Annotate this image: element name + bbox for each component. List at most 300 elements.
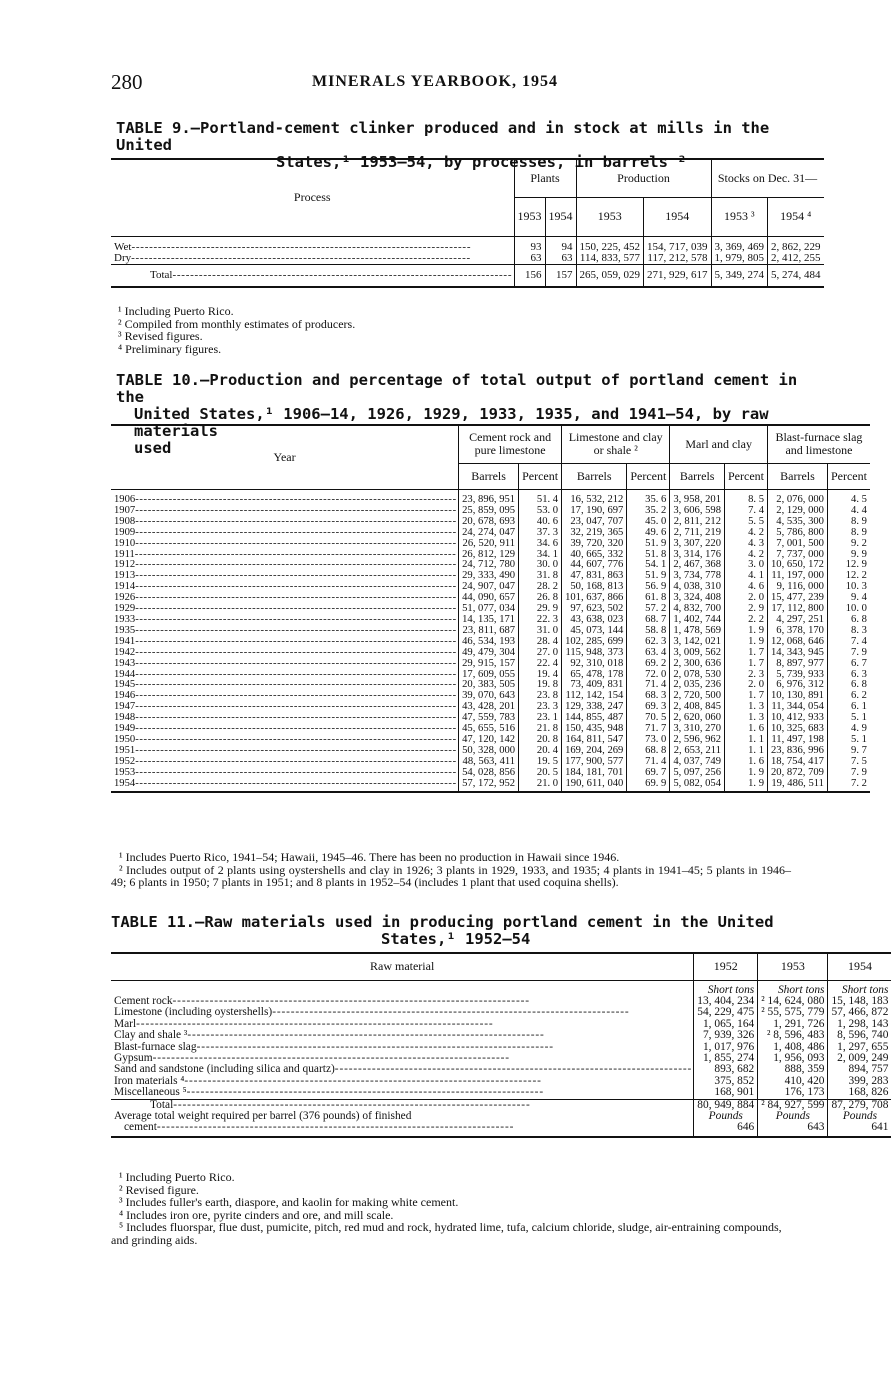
cell: 1. 1: [725, 746, 768, 757]
cell: 72. 0: [627, 670, 670, 681]
cell: 69. 2: [627, 659, 670, 670]
cell: 21. 8: [519, 724, 562, 735]
footnote: ¹ Includes Puerto Rico, 1941–54; Hawaii, 1945–46. There has been no production in Hawaii since 1946.: [119, 850, 620, 864]
cell: 7. 2: [827, 779, 869, 790]
cell: 5, 082, 054: [670, 779, 725, 790]
table-row: [111, 528, 870, 539]
cell: 39, 720, 320: [562, 539, 627, 550]
table9-title-line2: States,¹ 1953–54, by processes, in barrels ²: [276, 153, 687, 171]
cell: 56. 9: [627, 582, 670, 593]
row-label: 1914: [114, 581, 136, 593]
cell: 5. 1: [827, 735, 869, 746]
cell: 144, 855, 487: [562, 713, 627, 724]
cell: 24, 712, 780: [459, 560, 519, 571]
cell: 169, 204, 269: [562, 746, 627, 757]
table-row: [111, 768, 870, 779]
cell: 2, 078, 530: [670, 670, 725, 681]
cell: 16, 532, 212: [562, 495, 627, 506]
cell: 8. 3: [827, 626, 869, 637]
table11-title: [111, 914, 801, 948]
cell: 1. 6: [725, 724, 768, 735]
cell: 129, 338, 247: [562, 702, 627, 713]
table11-year: 1953: [758, 953, 828, 980]
cell: 3, 369, 469: [711, 242, 768, 253]
cell: 1. 3: [725, 702, 768, 713]
cell: 894, 757: [828, 1064, 891, 1075]
cell: 14, 343, 945: [767, 648, 827, 659]
cell: 164, 811, 547: [562, 735, 627, 746]
running-head: MINERALS YEARBOOK, 1954: [312, 73, 558, 90]
cell: 2, 009, 249: [828, 1053, 891, 1064]
cell: 31. 8: [519, 571, 562, 582]
cell: 45, 073, 144: [562, 626, 627, 637]
footnote: ⁵ Includes fluorspar, flue dust, pumicite, pitch, red mud and rock, hydrated lime, tufa, calcium chloride, sludge, air-entraining compounds, and grinding aids.: [111, 1220, 782, 1247]
table-row: [111, 1030, 891, 1041]
sub-header-percent: Percent: [827, 463, 869, 489]
cell: 54, 028, 856: [459, 768, 519, 779]
row-label: Average total weight required per barrel (376 pounds) of finished: [114, 1110, 412, 1123]
footnote: ³ Includes fuller's earth, diaspore, and kaolin for making white cement.: [119, 1195, 459, 1210]
cell: 32, 219, 365: [562, 528, 627, 539]
cell: 9. 4: [827, 593, 869, 604]
cell: 4, 297, 251: [767, 615, 827, 626]
row-label: Total: [150, 1098, 174, 1111]
cell: 168, 826: [828, 1087, 891, 1099]
cell: 25, 859, 095: [459, 506, 519, 517]
cell: 68. 3: [627, 691, 670, 702]
cell: 410, 420: [758, 1076, 828, 1087]
row-label: Clay and shale ³: [114, 1029, 188, 1042]
cell: 17, 190, 697: [562, 506, 627, 517]
cell: 47, 559, 783: [459, 713, 519, 724]
cell: 73, 409, 831: [562, 680, 627, 691]
cell: 65, 478, 178: [562, 670, 627, 681]
cell: 12. 2: [827, 571, 869, 582]
cell: 44, 607, 776: [562, 560, 627, 571]
cell: 8. 9: [827, 517, 869, 528]
cell: 11, 197, 000: [767, 571, 827, 582]
cell: 26, 520, 911: [459, 539, 519, 550]
footnote: ³ Revised figures.: [118, 329, 203, 344]
cell: 71. 4: [627, 680, 670, 691]
cell: 22. 4: [519, 659, 562, 670]
cell: 6, 976, 312: [767, 680, 827, 691]
cell: 265, 059, 029: [576, 265, 644, 287]
cell: 9. 9: [827, 550, 869, 561]
cell: 12. 9: [827, 560, 869, 571]
cell: 102, 285, 699: [562, 637, 627, 648]
cell: 8, 596, 740: [828, 1030, 891, 1041]
row-label: 1950: [114, 733, 136, 745]
cell: 21. 0: [519, 779, 562, 790]
cell: 3, 734, 778: [670, 571, 725, 582]
cell: 271, 929, 617: [644, 265, 712, 287]
cell: 49. 6: [627, 528, 670, 539]
cell: 190, 611, 040: [562, 779, 627, 790]
cell: 23, 836, 996: [767, 746, 827, 757]
sub-header-percent: Percent: [627, 463, 670, 489]
cell: 1, 297, 655: [828, 1042, 891, 1053]
cell: 69. 7: [627, 768, 670, 779]
cell: 1, 017, 976: [694, 1042, 758, 1053]
cell: 1, 298, 143: [828, 1019, 891, 1030]
cell: 5, 739, 933: [767, 670, 827, 681]
footnote: ² Revised figure.: [119, 1182, 199, 1197]
table11-year: 1952: [694, 953, 758, 980]
unit-label: Pounds: [758, 1111, 828, 1122]
cell: 4, 037, 749: [670, 757, 725, 768]
cell: 2. 0: [725, 593, 768, 604]
table11-title-line2: States,¹ 1952–54: [381, 930, 531, 948]
unit-label: Short tons: [828, 980, 891, 996]
cell: 114, 833, 577: [576, 253, 644, 265]
table10-group-header: Cement rock and pure limestone: [459, 425, 562, 463]
cell: 1. 9: [725, 779, 768, 790]
cell: 154, 717, 039: [644, 242, 712, 253]
cell: 8. 9: [827, 528, 869, 539]
cell: 70. 5: [627, 713, 670, 724]
cell: 1. 9: [725, 626, 768, 637]
cell: 3, 307, 220: [670, 539, 725, 550]
cell: 2, 811, 212: [670, 517, 725, 528]
cell: 5, 274, 484: [768, 265, 824, 287]
sub-header-barrels: Barrels: [459, 463, 519, 489]
row-label: 1954: [114, 777, 136, 789]
cell: 1, 291, 726: [758, 1019, 828, 1030]
cell: 9. 7: [827, 746, 869, 757]
row-label: 1947: [114, 701, 136, 713]
cell: 15, 477, 239: [767, 593, 827, 604]
row-label: 1912: [114, 559, 136, 571]
cell: 58. 8: [627, 626, 670, 637]
table-row: [111, 659, 870, 670]
table11-footnotes: [111, 1171, 791, 1247]
cell: 177, 900, 577: [562, 757, 627, 768]
cell: 4, 535, 300: [767, 517, 827, 528]
cell: 54, 229, 475: [694, 1007, 758, 1018]
cell: 4, 832, 700: [670, 604, 725, 615]
table10-group-header: Marl and clay: [670, 425, 768, 463]
row-label: 1929: [114, 603, 136, 615]
table-row: [111, 779, 870, 790]
cell: 1, 065, 164: [694, 1019, 758, 1030]
cell: 10, 130, 891: [767, 691, 827, 702]
cell: 4. 9: [827, 724, 869, 735]
cell: 23. 1: [519, 713, 562, 724]
row-label: 1910: [114, 537, 136, 549]
cell: 87, 279, 708: [828, 1099, 891, 1111]
cell: 2. 9: [725, 604, 768, 615]
unit-label: Short tons: [694, 980, 758, 996]
cell: 6. 7: [827, 659, 869, 670]
cell: 10, 325, 683: [767, 724, 827, 735]
cell: 1, 855, 274: [694, 1053, 758, 1064]
cell: 2, 129, 000: [767, 506, 827, 517]
cell: 40. 6: [519, 517, 562, 528]
sub-header-barrels: Barrels: [562, 463, 627, 489]
cell: 4. 1: [725, 571, 768, 582]
table-row: [111, 1087, 891, 1099]
cell: 68. 7: [627, 615, 670, 626]
cell: 13, 404, 234: [694, 996, 758, 1007]
cell: 4. 2: [725, 550, 768, 561]
cell: 35. 6: [627, 495, 670, 506]
cell: 8, 897, 977: [767, 659, 827, 670]
table11-year: 1954: [828, 953, 891, 980]
cell: 5. 5: [725, 517, 768, 528]
cell: 184, 181, 701: [562, 768, 627, 779]
unit-label: Short tons: [758, 980, 828, 996]
row-label: 1935: [114, 624, 136, 636]
table11-header-material: Raw material: [111, 953, 694, 980]
cell: 46, 534, 193: [459, 637, 519, 648]
cell: 97, 623, 502: [562, 604, 627, 615]
cell: 20. 5: [519, 768, 562, 779]
cell: 2, 412, 255: [768, 253, 824, 265]
cell: 6. 1: [827, 702, 869, 713]
cell: 12, 068, 646: [767, 637, 827, 648]
cell: 3, 606, 598: [670, 506, 725, 517]
table10-group-header: Limestone and clay or shale ²: [562, 425, 670, 463]
row-label: Gypsum: [114, 1052, 153, 1065]
cell: 3, 009, 562: [670, 648, 725, 659]
table-row: [111, 648, 870, 659]
row-label: 1946: [114, 690, 136, 702]
cell: 92, 310, 018: [562, 659, 627, 670]
cell: 2, 711, 219: [670, 528, 725, 539]
row-label: 1949: [114, 723, 136, 735]
cell: 62. 3: [627, 637, 670, 648]
row-label: Cement rock: [114, 995, 173, 1007]
cell: 7, 001, 500: [767, 539, 827, 550]
cell: 9, 116, 000: [767, 582, 827, 593]
cell: 646: [694, 1122, 758, 1133]
cell: ² 84, 927, 599: [758, 1099, 828, 1111]
cell: 27. 0: [519, 648, 562, 659]
cell: ² 8, 596, 483: [758, 1030, 828, 1041]
table9-year: 1953 ³: [711, 197, 768, 236]
cell: 29. 9: [519, 604, 562, 615]
cell: 1, 402, 744: [670, 615, 725, 626]
table10-title-line1: TABLE 10.—Production and percentage of total output of portland cement in the: [116, 371, 798, 406]
cell: 19. 4: [519, 670, 562, 681]
cell: 1, 956, 093: [758, 1053, 828, 1064]
cell: 2, 300, 636: [670, 659, 725, 670]
cell: 3, 142, 021: [670, 637, 725, 648]
table10-footnotes: [111, 851, 791, 889]
cell: 641: [828, 1122, 891, 1133]
cell: 2, 620, 060: [670, 713, 725, 724]
cell: 47, 831, 863: [562, 571, 627, 582]
cell: 643: [758, 1122, 828, 1133]
unit-label: Pounds: [828, 1111, 891, 1122]
table9-year: 1953: [514, 197, 545, 236]
cell: 17, 609, 055: [459, 670, 519, 681]
cell: 20, 678, 693: [459, 517, 519, 528]
cell: 2, 653, 211: [670, 746, 725, 757]
cell: 3, 324, 408: [670, 593, 725, 604]
row-label: 1926: [114, 592, 136, 604]
cell: 5, 786, 800: [767, 528, 827, 539]
cell: 49, 479, 304: [459, 648, 519, 659]
cell: 176, 173: [758, 1087, 828, 1099]
cell: 117, 212, 578: [644, 253, 712, 265]
cell: 101, 637, 866: [562, 593, 627, 604]
cell: 24, 274, 047: [459, 528, 519, 539]
cell: 71. 7: [627, 724, 670, 735]
footnote: ¹ Including Puerto Rico.: [119, 1170, 235, 1184]
cell: 50, 328, 000: [459, 746, 519, 757]
cell: 5, 349, 274: [711, 265, 768, 287]
cell: 48, 563, 411: [459, 757, 519, 768]
cell: 3, 958, 201: [670, 495, 725, 506]
cell: 6. 3: [827, 670, 869, 681]
cell: 11, 497, 198: [767, 735, 827, 746]
row-label: cement: [124, 1121, 157, 1134]
cell: 2, 408, 845: [670, 702, 725, 713]
cell: 57, 172, 952: [459, 779, 519, 790]
cell: 18, 754, 417: [767, 757, 827, 768]
cell: 4. 5: [827, 495, 869, 506]
cell: 150, 225, 452: [576, 242, 644, 253]
cell: 53. 0: [519, 506, 562, 517]
table-row-total: [111, 265, 824, 287]
row-label: 1908: [114, 515, 136, 527]
cell: 71. 4: [627, 757, 670, 768]
cell: 1. 6: [725, 757, 768, 768]
row-label: Limestone (including oystershells): [114, 1006, 273, 1019]
cell: 6. 2: [827, 691, 869, 702]
footnote: ² Includes output of 2 plants using oystershells and clay in 1926; 3 plants in 1929, 1933, and 1935; 4 plants in 1941–45; 5 plants in 1946–49; 6 plants in 1950; 7 plants in 1951; and 8 plants in 1952–54 (includes 1 plant that used coquina shells).: [111, 862, 791, 890]
footnote: ¹ Including Puerto Rico.: [118, 304, 234, 318]
cell: 2, 076, 000: [767, 495, 827, 506]
cell: 6, 378, 170: [767, 626, 827, 637]
cell: 19. 5: [519, 757, 562, 768]
cell: 2, 862, 229: [768, 242, 824, 253]
cell: 29, 333, 490: [459, 571, 519, 582]
row-label: 1945: [114, 679, 136, 691]
cell: 68. 8: [627, 746, 670, 757]
cell: 7. 5: [827, 757, 869, 768]
cell: 1, 408, 486: [758, 1042, 828, 1053]
cell: 4. 6: [725, 582, 768, 593]
table10-group-header: Blast-furnace slag and limestone: [767, 425, 869, 463]
cell: 3. 0: [725, 560, 768, 571]
cell: 10, 412, 933: [767, 713, 827, 724]
cell: 23, 811, 687: [459, 626, 519, 637]
cell: 2, 467, 368: [670, 560, 725, 571]
footnote: ² Compiled from monthly estimates of producers.: [118, 316, 356, 331]
table10: [111, 424, 870, 793]
cell: 115, 948, 373: [562, 648, 627, 659]
cell: 150, 435, 948: [562, 724, 627, 735]
cell: 51, 077, 034: [459, 604, 519, 615]
cell: 28. 4: [519, 637, 562, 648]
cell: 10. 3: [827, 582, 869, 593]
cell: 7. 4: [725, 506, 768, 517]
cell: 7. 9: [827, 768, 869, 779]
page-number: 280: [111, 70, 143, 94]
table-row-average: [111, 1122, 891, 1133]
cell: 20, 872, 709: [767, 768, 827, 779]
cell: 20. 4: [519, 746, 562, 757]
cell: 37. 3: [519, 528, 562, 539]
row-label: Dry: [114, 252, 132, 265]
cell: 4. 4: [827, 506, 869, 517]
cell: 57. 2: [627, 604, 670, 615]
row-label: 1906: [114, 494, 136, 505]
cell: 893, 682: [694, 1064, 758, 1075]
cell: 61. 8: [627, 593, 670, 604]
table9-title-line1: TABLE 9.—Portland-cement clinker produced and in stock at mills in the United: [116, 119, 770, 154]
cell: 2, 596, 962: [670, 735, 725, 746]
table11: [111, 952, 891, 1138]
cell: 19. 8: [519, 680, 562, 691]
cell: 1. 9: [725, 768, 768, 779]
table-row: [111, 539, 870, 550]
table9-year: 1954 ⁴: [768, 197, 824, 236]
sub-header-barrels: Barrels: [767, 463, 827, 489]
row-label: 1933: [114, 613, 136, 625]
cell: 2. 0: [725, 680, 768, 691]
cell: ² 14, 624, 080: [758, 996, 828, 1007]
cell: 4, 038, 310: [670, 582, 725, 593]
cell: 20, 383, 505: [459, 680, 519, 691]
cell: 26. 8: [519, 593, 562, 604]
cell: 1, 478, 569: [670, 626, 725, 637]
cell: 80, 949, 884: [694, 1099, 758, 1111]
cell: 888, 359: [758, 1064, 828, 1075]
row-label: Wet: [114, 241, 132, 253]
row-label: 1909: [114, 526, 136, 538]
cell: 94: [545, 242, 576, 253]
cell: 63: [545, 253, 576, 265]
cell: 22. 3: [519, 615, 562, 626]
row-label: Blast-furnace slag: [114, 1040, 197, 1053]
cell: 4. 3: [725, 539, 768, 550]
cell: 26, 812, 129: [459, 550, 519, 561]
cell: 51. 9: [627, 571, 670, 582]
footnote: ⁴ Includes iron ore, pyrite cinders and ore, and mill scale.: [119, 1207, 394, 1222]
cell: 14, 135, 171: [459, 615, 519, 626]
cell: 54. 1: [627, 560, 670, 571]
cell: 5. 1: [827, 713, 869, 724]
cell: 39, 070, 643: [459, 691, 519, 702]
row-label: 1942: [114, 646, 136, 658]
cell: 43, 428, 201: [459, 702, 519, 713]
table9: [111, 158, 824, 288]
cell: 23, 896, 951: [459, 495, 519, 506]
cell: ² 55, 575, 779: [758, 1007, 828, 1018]
cell: 10. 0: [827, 604, 869, 615]
cell: 4. 2: [725, 528, 768, 539]
table-row: [111, 253, 824, 265]
row-label: 1907: [114, 504, 136, 516]
table9-year: 1954: [644, 197, 712, 236]
row-label: 1911: [114, 548, 135, 560]
cell: 1. 3: [725, 713, 768, 724]
table10-header-year: Year: [111, 425, 459, 489]
cell: 8. 5: [725, 495, 768, 506]
cell: 1. 7: [725, 691, 768, 702]
cell: 73. 0: [627, 735, 670, 746]
cell: 29, 915, 157: [459, 659, 519, 670]
sub-header-barrels: Barrels: [670, 463, 725, 489]
footnote: ⁴ Preliminary figures.: [118, 341, 222, 356]
cell: 375, 852: [694, 1076, 758, 1087]
cell: 168, 901: [694, 1087, 758, 1099]
table9-header-process: Process: [111, 159, 514, 236]
